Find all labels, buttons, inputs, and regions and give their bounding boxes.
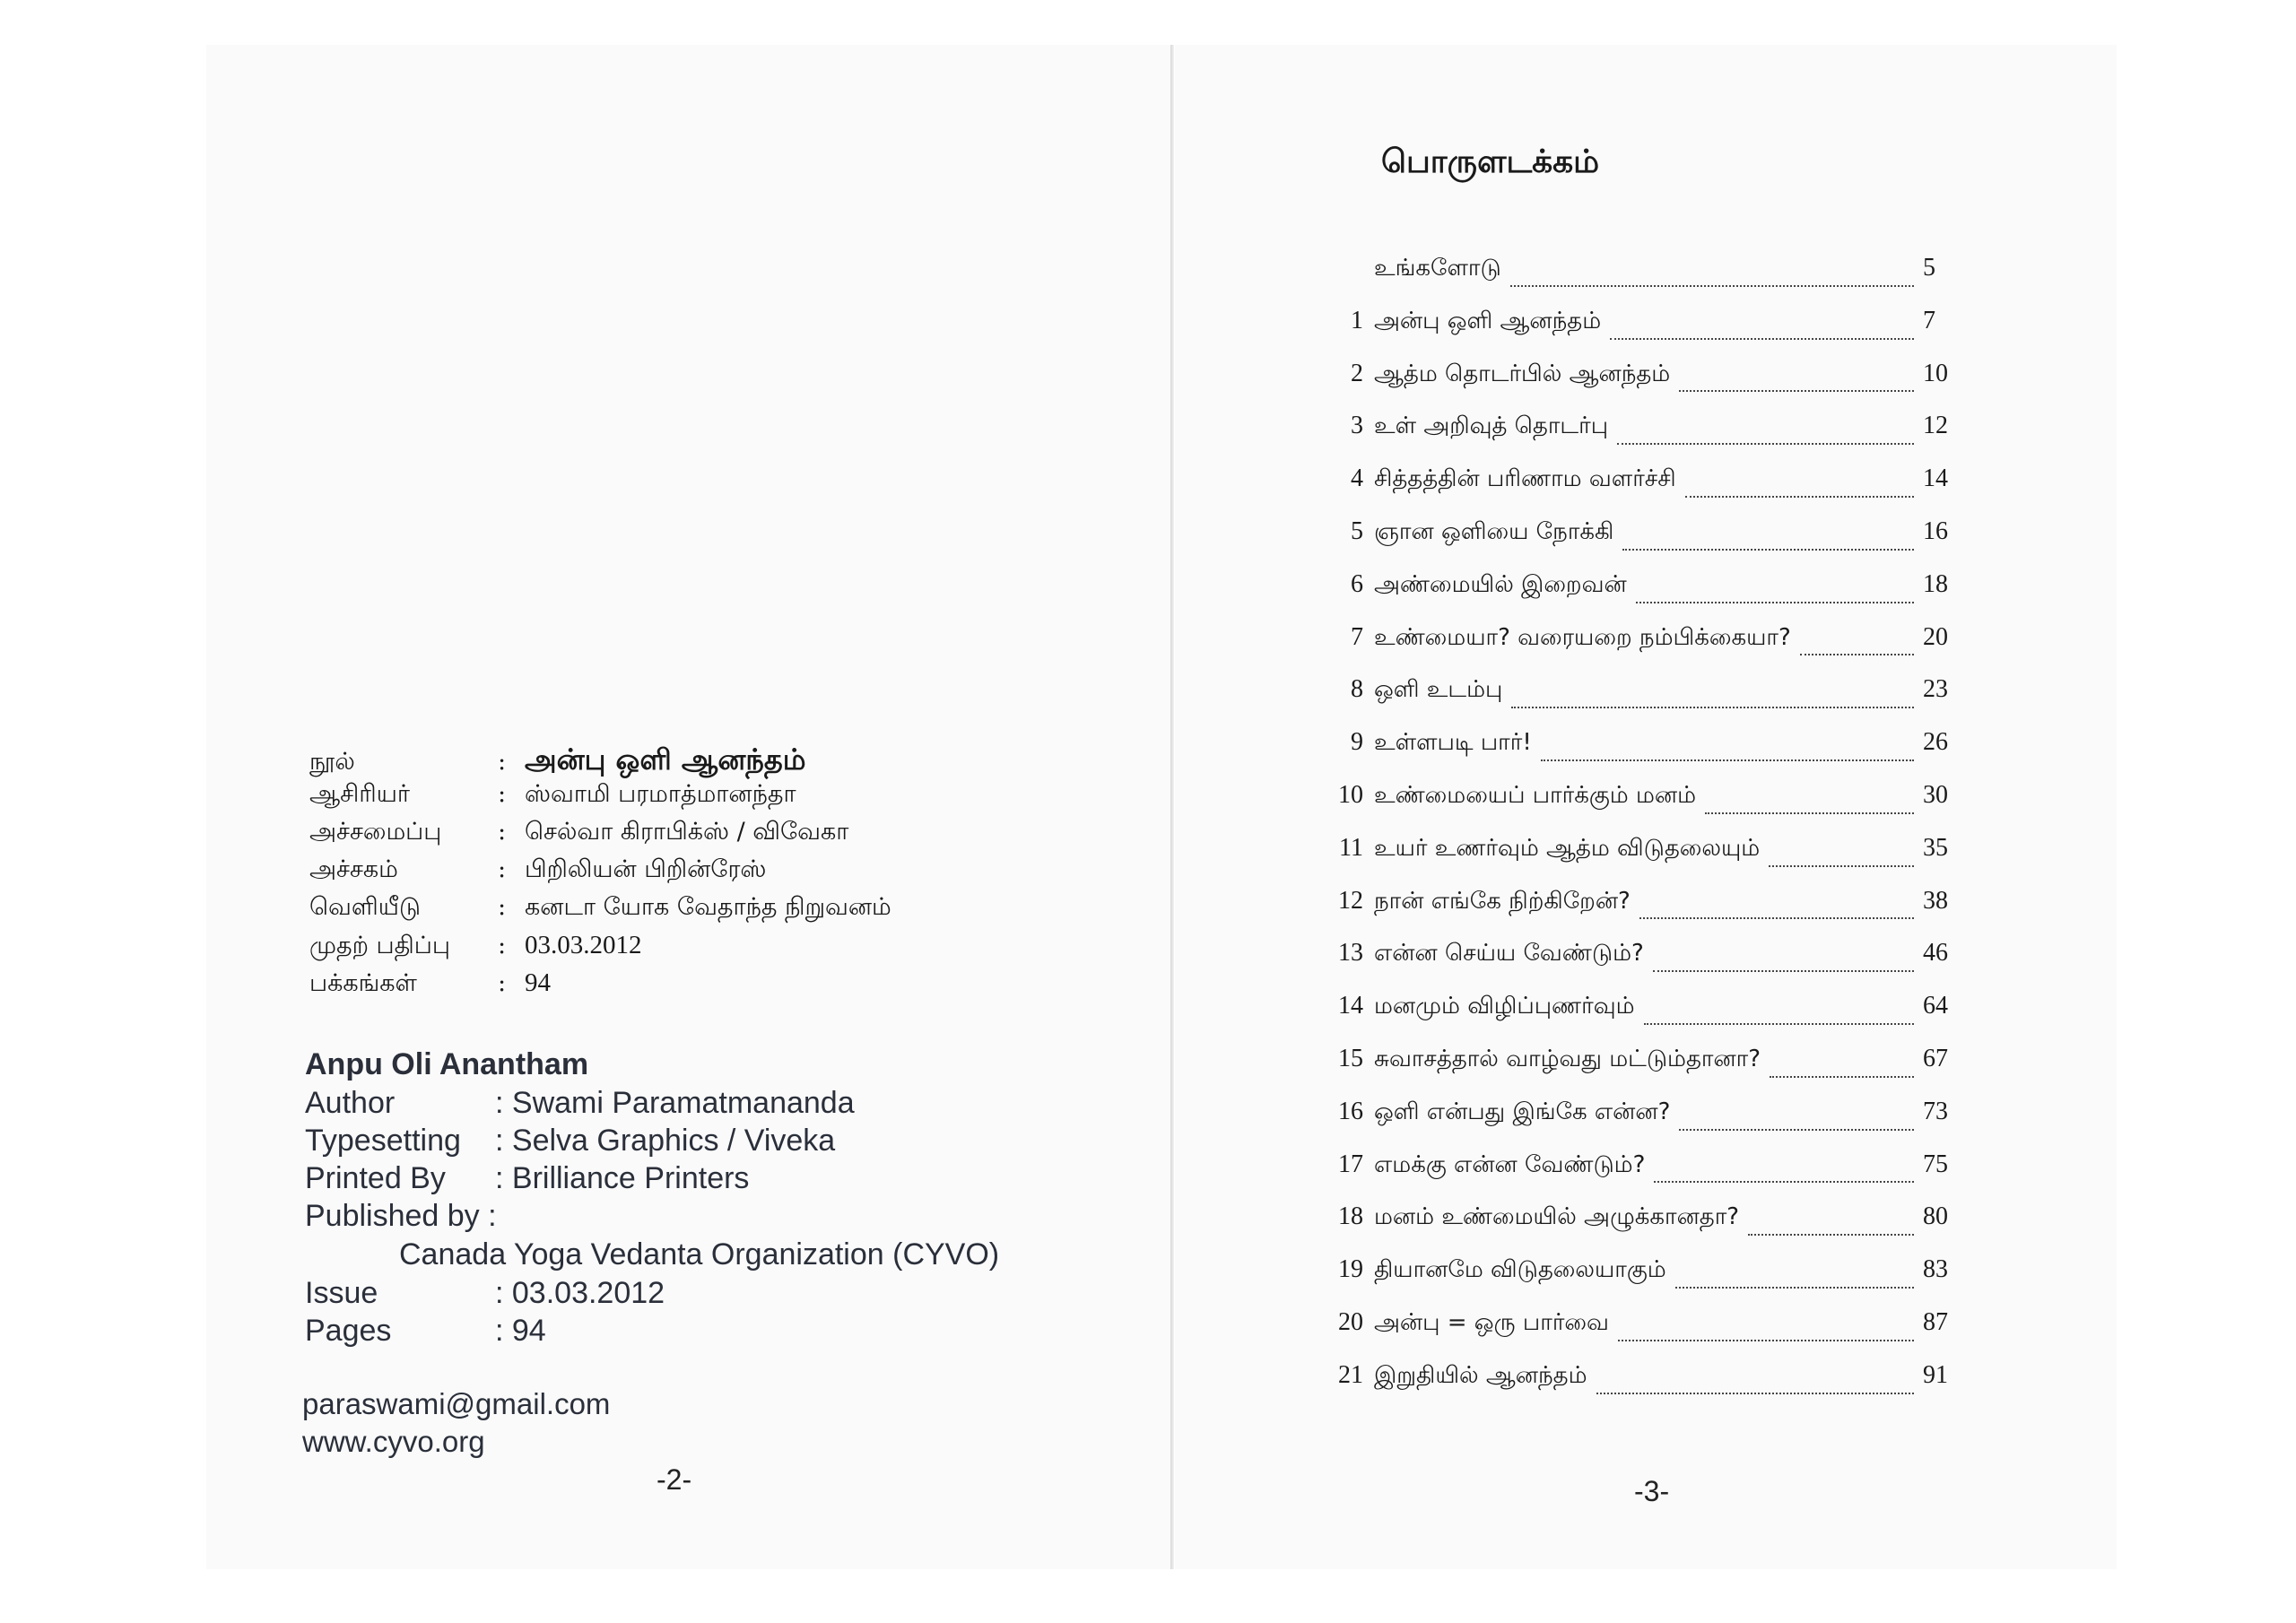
english-row-published-by [305,1197,1112,1235]
toc-entry [1318,623,1964,676]
toc-entry-number: 11 [1339,833,1363,862]
toc-dot-leader [1617,442,1914,445]
colophon-row-printer [309,855,1099,893]
english-value: : Selva Graphics / Viveka [495,1124,836,1158]
colophon-row-pages [309,968,1099,1006]
toc-entry-number: 8 [1351,675,1363,704]
website-address: www.cyvo.org [302,1425,485,1458]
toc-entry-page: 64 [1923,992,1948,1020]
colophon-value: பிறிலியன் பிறின்ரேஸ் [525,855,767,883]
toc-entry [1318,887,1964,940]
colophon-colon: : [498,780,507,808]
toc-entry-page: 46 [1923,939,1948,968]
english-value: : Brilliance Printers [495,1161,750,1195]
colophon-label: வெளியீடு [309,893,421,921]
contact-info [302,1385,610,1461]
toc-dot-leader [1685,495,1914,498]
toc-entry-number: 14 [1338,992,1363,1020]
toc-entry-number: 10 [1338,780,1363,809]
colophon-row-title [309,742,1099,780]
toc-entry-page: 75 [1923,1150,1948,1178]
toc-entry [1318,412,1964,464]
toc-entry-page: 35 [1923,833,1948,862]
toc-dot-leader [1596,1392,1915,1394]
toc-entry-title: உண்மையைப் பார்க்கும் மனம் [1374,781,1697,809]
english-label: Published by : [305,1199,497,1233]
toc-entry-number: 20 [1338,1307,1363,1336]
toc-entry-number: 13 [1338,939,1363,968]
colophon-value: செல்வா கிராபிக்ஸ் / விவேகா [525,818,849,846]
toc-entry [1318,517,1964,570]
toc-entry-title: அண்மையில் இறைவன் [1374,570,1627,598]
toc-entry-title: உயர் உணர்வும் ஆத்ம விடுதலையும் [1374,834,1761,862]
tamil-colophon [309,742,1099,1006]
toc-entry-title: எமக்கு என்ன வேண்டும்? [1374,1150,1646,1178]
toc-entry-title: மனமும் விழிப்புணர்வும் [1374,993,1635,1020]
toc-entry-number: 1 [1351,306,1363,334]
toc-entry-title: அன்பு ஒளி ஆனந்தம் [1374,307,1602,334]
english-value: : Swami Paramatmananda [495,1086,855,1120]
colophon-value: அன்பு ஒளி ஆனந்தம் [525,742,806,777]
toc-entry-title: சுவாசத்தால் வாழ்வது மட்டும்தானா? [1374,1045,1761,1072]
toc-entry-page: 73 [1923,1097,1948,1125]
english-label: Typesetting [305,1124,461,1158]
toc-entry-number: 5 [1351,516,1363,545]
toc-entry-title: ஒளி என்பது இங்கே என்ன? [1374,1098,1671,1125]
toc-entry [1318,675,1964,728]
toc-entry [1318,1202,1964,1255]
toc-dot-leader [1610,337,1914,340]
colophon-label: முதற் பதிப்பு [309,932,450,959]
colophon-colon: : [498,818,507,846]
toc-entry [1318,1255,1964,1308]
toc-entry-title: அன்பு = ஒரு பார்வை [1374,1308,1609,1336]
colophon-value: கனடா யோக வேதாந்த நிறுவனம் [525,893,891,921]
book-title-english: Anpu Oli Anantham [305,1047,589,1081]
toc-entry-page: 7 [1923,306,1935,334]
colophon-row-publisher [309,893,1099,931]
colophon-value: 03.03.2012 [525,931,642,959]
page-number-right: -3- [1634,1475,1670,1507]
publisher-name: Canada Yoga Vedanta Organization (CYVO) [399,1237,1000,1271]
toc-entry-title: என்ன செய்ய வேண்டும்? [1374,940,1644,968]
toc-dot-leader [1510,284,1914,287]
toc-entry-title: நான் எங்கே நிற்கிறேன்? [1374,887,1631,915]
toc-entry [1318,360,1964,412]
toc-dot-leader [1541,759,1914,761]
toc-dot-leader [1800,653,1914,655]
toc-entry-page: 14 [1923,464,1948,493]
colophon-label: அச்சகம் [309,855,398,883]
toc-entry-page: 20 [1923,622,1948,651]
toc-entry-page: 38 [1923,886,1948,915]
toc-entry-title: உண்மையா? வரையறை நம்பிக்கையா? [1374,623,1791,651]
toc-entry [1318,254,1964,307]
colophon-row-author [309,780,1099,818]
toc-dot-leader [1679,1128,1914,1131]
toc-entry-number: 6 [1351,569,1363,598]
toc-dot-leader [1511,706,1914,708]
toc-entry-page: 80 [1923,1202,1948,1231]
toc-entry-number: 4 [1351,464,1363,493]
toc-dot-leader [1770,1075,1914,1078]
english-row-pages [305,1312,1112,1350]
toc-entry-number: 2 [1351,359,1363,387]
email-address: paraswami@gmail.com [302,1387,611,1420]
toc-entry-number: 19 [1338,1255,1363,1284]
english-label: Issue [305,1276,378,1310]
toc-entry-page: 30 [1923,780,1948,809]
colophon-label: நூல் [309,748,355,776]
toc-entry-page: 26 [1923,728,1948,757]
toc-entry-number: 12 [1338,886,1363,915]
table-of-contents [1318,254,1964,1414]
toc-entry-title: உள்ளபடி பார்! [1374,729,1532,757]
toc-dot-leader [1653,969,1914,972]
toc-entry-number: 15 [1338,1044,1363,1072]
english-row-printed-by [305,1159,1112,1197]
english-label: Author [305,1086,396,1120]
toc-entry-number: 7 [1351,622,1363,651]
colophon-label: பக்கங்கள் [309,969,417,997]
toc-entry-page: 91 [1923,1360,1948,1389]
colophon-colon: : [498,969,507,997]
toc-entry [1318,570,1964,623]
colophon-row-edition [309,931,1099,968]
toc-entry-title: ஆத்ம தொடர்பில் ஆனந்தம் [1374,360,1671,387]
toc-entry-page: 5 [1923,254,1935,282]
toc-dot-leader [1644,1022,1914,1025]
toc-entry-title: ஞான ஒளியை நோக்கி [1374,517,1614,545]
english-label: Printed By [305,1161,446,1195]
toc-entry-page: 67 [1923,1044,1948,1072]
toc-entry-number: 16 [1338,1097,1363,1125]
page-number-left: -2- [657,1463,692,1496]
toc-entry [1318,1045,1964,1098]
english-row-issue [305,1274,1112,1312]
colophon-row-typesetting [309,818,1099,855]
toc-entry [1318,464,1964,517]
toc-dot-leader [1618,1339,1914,1341]
toc-entry-title: சித்தத்தின் பரிணாம வளர்ச்சி [1374,465,1676,493]
colophon-value: ஸ்வாமி பரமாத்மானந்தா [525,780,796,808]
toc-entry-title: உங்களோடு [1374,255,1501,282]
colophon-colon: : [498,932,507,959]
toc-dot-leader [1654,1180,1914,1183]
colophon-colon: : [498,855,507,883]
toc-entry [1318,1361,1964,1414]
toc-entry-number: 21 [1338,1360,1363,1389]
english-row-author [305,1084,1112,1122]
colophon-colon: : [498,893,507,921]
toc-dot-leader [1639,916,1914,919]
english-value: : 94 [495,1314,546,1348]
book-gutter [1170,45,1174,1569]
toc-entry-page: 23 [1923,675,1948,704]
toc-entry [1318,307,1964,360]
toc-entry-title: தியானமே விடுதலையாகும் [1374,1256,1666,1284]
toc-entry-page: 18 [1923,569,1948,598]
colophon-label: அச்சமைப்பு [309,818,442,846]
toc-entry-page: 16 [1923,516,1948,545]
toc-entry-page: 10 [1923,359,1948,387]
toc-entry [1318,1150,1964,1203]
toc-entry [1318,1098,1964,1150]
toc-entry-number: 17 [1338,1150,1363,1178]
toc-entry-page: 83 [1923,1255,1948,1284]
colophon-colon: : [498,748,507,776]
toc-entry-number: 9 [1351,728,1363,757]
toc-entry-number: 18 [1338,1202,1363,1231]
toc-dot-leader [1675,1286,1914,1289]
toc-entry [1318,939,1964,992]
toc-heading: பொருளடக்கம் [1381,143,1600,180]
english-colophon [305,1045,1112,1350]
toc-entry-title: ஒளி உடம்பு [1374,676,1503,704]
toc-entry-number: 3 [1351,412,1363,440]
toc-entry [1318,1308,1964,1361]
toc-dot-leader [1769,864,1914,867]
toc-entry-page: 12 [1923,412,1948,440]
english-row-typesetting [305,1122,1112,1159]
toc-entry-title: மனம் உண்மையில் அழுக்கானதா? [1374,1203,1740,1231]
toc-dot-leader [1622,548,1914,551]
toc-entry [1318,834,1964,887]
toc-dot-leader [1705,812,1914,814]
english-value: : 03.03.2012 [495,1276,665,1310]
toc-entry-page: 87 [1923,1307,1948,1336]
colophon-label: ஆசிரியர் [309,780,410,808]
toc-entry-title: உள் அறிவுத் தொடர்பு [1374,412,1609,440]
toc-entry [1318,992,1964,1045]
english-label: Pages [305,1314,392,1348]
colophon-value: 94 [525,968,551,997]
toc-dot-leader [1636,601,1914,603]
toc-entry-title: இறுதியில் ஆனந்தம் [1374,1361,1587,1389]
toc-dot-leader [1748,1233,1914,1236]
toc-dot-leader [1679,389,1914,392]
toc-entry [1318,781,1964,834]
toc-entry [1318,728,1964,781]
